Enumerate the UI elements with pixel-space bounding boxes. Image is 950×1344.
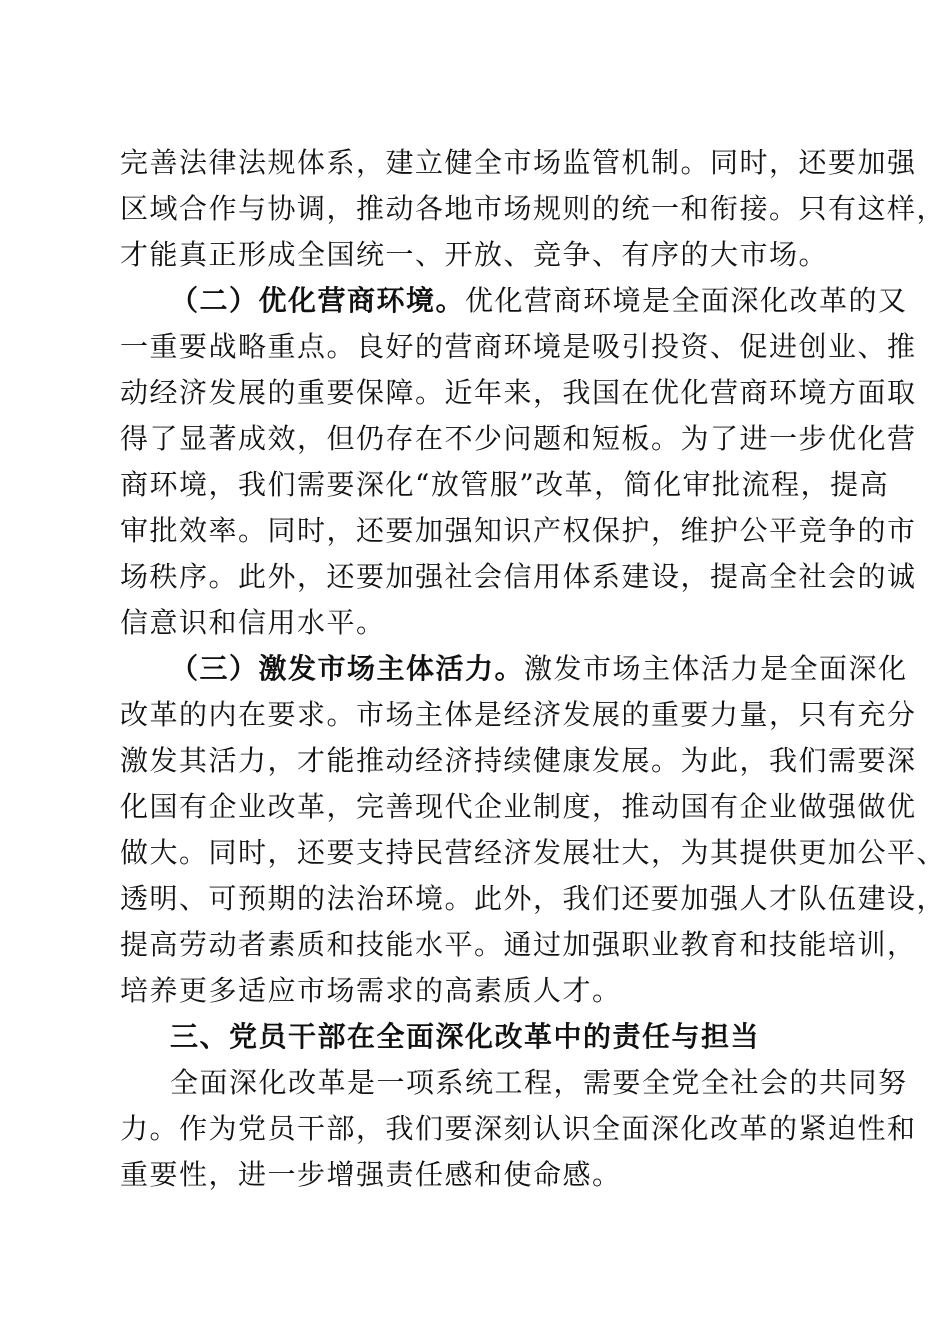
- paragraph-line: 激发其活力，才能推动经济持续健康发展。为此，我们需要深: [120, 744, 917, 777]
- paragraph-line: 完善法律法规体系，建立健全市场监管机制。同时，还要加强: [120, 146, 917, 179]
- paragraph-line: 力。作为党员干部，我们要深刻认识全面深化改革的紧迫性和: [120, 1112, 917, 1145]
- paragraph-line: 重要性，进一步增强责任感和使命感。: [120, 1158, 622, 1191]
- section-subheading: （二）优化营商环境。: [170, 284, 466, 317]
- paragraph-line: 审批效率。同时，还要加强知识产权保护，维护公平竞争的市: [120, 514, 917, 547]
- section-subheading: （三）激发市场主体活力。: [170, 652, 525, 685]
- paragraph-line: 信意识和信用水平。: [120, 606, 386, 639]
- paragraph-line: 一重要战略重点。良好的营商环境是吸引投资、促进创业、推: [120, 330, 917, 363]
- paragraph-line: 商环境，我们需要深化“放管服”改革，简化审批流程，提高: [120, 468, 890, 501]
- paragraph-line: 场秩序。此外，还要加强社会信用体系建设，提高全社会的诚: [120, 560, 917, 593]
- paragraph-line: 得了显著成效，但仍存在不少问题和短板。为了进一步优化营: [120, 422, 917, 455]
- section-heading: 三、党员干部在全面深化改革中的责任与担当: [170, 1020, 761, 1053]
- paragraph-line: 做大。同时，还要支持民营经济发展壮大，为其提供更加公平、: [120, 836, 947, 869]
- paragraph-line: 才能真正形成全国统一、开放、竞争、有序的大市场。: [120, 238, 829, 271]
- section-paragraph-start: [170, 278, 908, 324]
- paragraph-line: 提高劳动者素质和技能水平。通过加强职业教育和技能培训，: [120, 928, 917, 961]
- paragraph-text: 优化营商环境是全面深化改革的又: [465, 284, 908, 317]
- paragraph-line: 区域合作与协调，推动各地市场规则的统一和衔接。只有这样，: [120, 192, 947, 225]
- section-paragraph-start: [170, 646, 908, 692]
- paragraph-line: 透明、可预期的法治环境。此外，我们还要加强人才队伍建设，: [120, 882, 947, 915]
- paragraph-text: 激发市场主体活力是全面深化: [524, 652, 908, 685]
- paragraph-line: 全面深化改革是一项系统工程，需要全党全社会的共同努: [170, 1066, 908, 1099]
- paragraph-line: 改革的内在要求。市场主体是经济发展的重要力量，只有充分: [120, 698, 917, 731]
- paragraph-line: 动经济发展的重要保障。近年来，我国在优化营商环境方面取: [120, 376, 917, 409]
- paragraph-line: 化国有企业改革，完善现代企业制度，推动国有企业做强做优: [120, 790, 917, 823]
- paragraph-line: 培养更多适应市场需求的高素质人才。: [120, 974, 622, 1007]
